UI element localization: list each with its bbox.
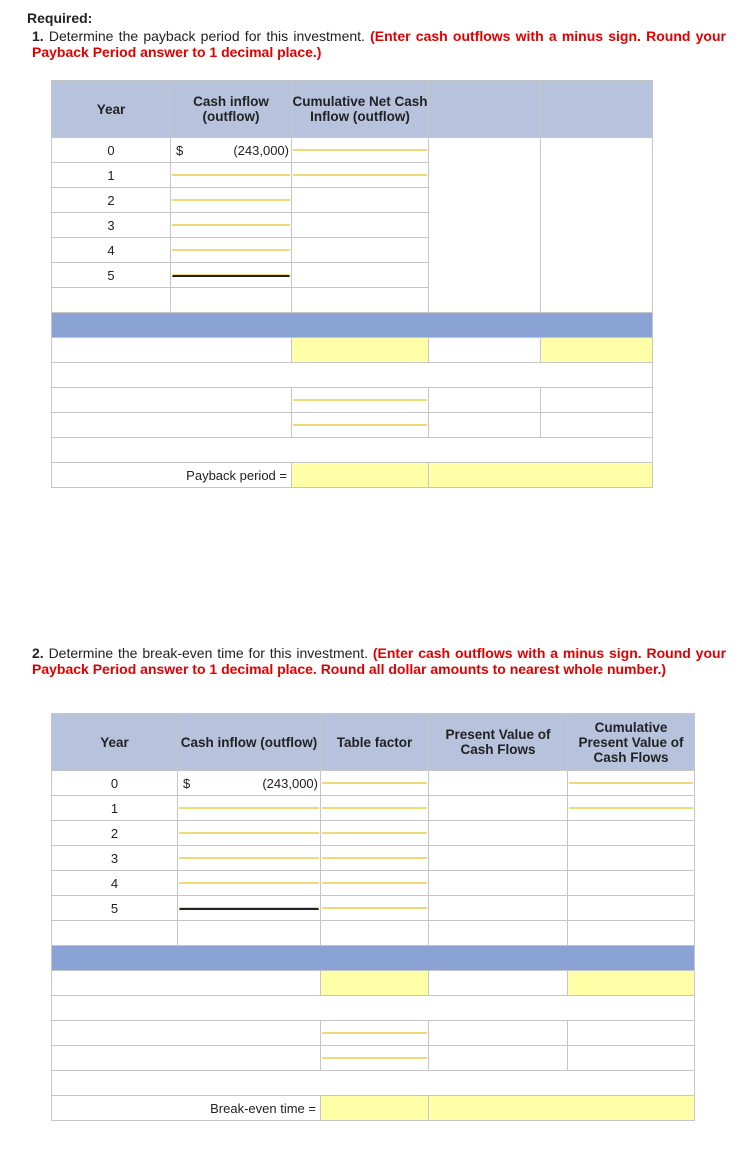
year-cell: 2: [52, 821, 178, 846]
cash-inflow-input-4[interactable]: [179, 882, 319, 884]
header-cumulative-net: Cumulative Net Cash Inflow (outflow): [292, 81, 429, 138]
cash-inflow-input-2[interactable]: [179, 832, 319, 834]
year-cell: 3: [52, 846, 178, 871]
question-1-text: Determine the payback period for this investment.: [48, 28, 365, 44]
question-2-text: Determine the break-even time for this investment.: [48, 645, 368, 661]
blank-cell: [568, 1021, 695, 1046]
pv-cell: [429, 796, 568, 821]
cumulative-pv-cell: [568, 846, 695, 871]
pv-cell: [429, 896, 568, 921]
blank-cell: [429, 971, 568, 996]
year-cell: 5: [52, 896, 178, 921]
breakeven-result-row: [52, 1096, 695, 1121]
table-row: [52, 363, 653, 388]
payback-period-label: Payback period =: [52, 463, 292, 488]
blank-cell: [52, 388, 292, 413]
cash-inflow-input-2[interactable]: [172, 199, 290, 201]
cash-inflow-cell: [178, 846, 321, 871]
blank-cell: [52, 363, 653, 388]
breakeven-table: [51, 713, 695, 1121]
blank-area: [541, 138, 653, 313]
table-row: [52, 996, 695, 1021]
cumulative-cell: [292, 238, 429, 263]
payback-table: [51, 80, 653, 488]
table-row: [52, 388, 653, 413]
table-factor-input-2[interactable]: [322, 832, 427, 834]
cumulative-pv-cell: [568, 796, 695, 821]
year-cell: 1: [52, 163, 171, 188]
blank-cell: [429, 921, 568, 946]
table-row: [52, 1046, 695, 1071]
breakeven-time-input[interactable]: [321, 1096, 429, 1121]
table-factor-cell: [321, 896, 429, 921]
table-row: [52, 796, 695, 821]
cash-inflow-input-3[interactable]: [179, 857, 319, 859]
payback-result-row: [52, 463, 653, 488]
section-band: [52, 946, 695, 971]
calc-input-a[interactable]: [292, 338, 429, 363]
header-year: Year: [52, 81, 171, 138]
year-cell: 2: [52, 188, 171, 213]
blank-cell: [52, 1071, 695, 1096]
cash-inflow-cell: [178, 871, 321, 896]
initial-outflow-value: (243,000): [262, 775, 318, 791]
year-cell: 1: [52, 796, 178, 821]
table-row: [52, 896, 695, 921]
cash-inflow-initial: [178, 771, 321, 796]
table-factor-cell: [321, 771, 429, 796]
table-row: [52, 1021, 695, 1046]
payback-header-row: [52, 81, 653, 138]
section-band: [52, 313, 653, 338]
table-factor-cell: [321, 846, 429, 871]
header-cash-inflow: Cash inflow (outflow): [178, 714, 321, 771]
year-cell: 0: [52, 138, 171, 163]
question-1: [32, 28, 726, 60]
blank-cell: [52, 921, 178, 946]
cumulative-cell: [292, 138, 429, 163]
table-factor-cell: [321, 871, 429, 896]
cash-inflow-input-5[interactable]: [179, 907, 319, 910]
table-factor-input-3[interactable]: [322, 857, 427, 859]
blank-cell: [541, 413, 653, 438]
blank-cell: [178, 921, 321, 946]
year-cell: 5: [52, 263, 171, 288]
blank-cell: [52, 971, 321, 996]
blank-cell: [429, 1046, 568, 1071]
question-2: [32, 645, 726, 677]
cash-inflow-cell: [171, 213, 292, 238]
blank-cell: [52, 438, 653, 463]
cumulative-pv-input-0[interactable]: [569, 782, 693, 784]
cash-inflow-input-1[interactable]: [179, 807, 319, 809]
table-row: [52, 438, 653, 463]
cumulative-cell: [292, 263, 429, 288]
calc-input-b[interactable]: [541, 338, 653, 363]
initial-outflow-value: (243,000): [233, 142, 289, 158]
calc-input-c[interactable]: [293, 399, 427, 401]
calc-input-b[interactable]: [568, 971, 695, 996]
cash-inflow-cell: [171, 188, 292, 213]
pv-cell: [429, 871, 568, 896]
blank-cell: [52, 338, 292, 363]
cumulative-cell: [292, 188, 429, 213]
table-row: [52, 771, 695, 796]
table-row: [52, 1071, 695, 1096]
blank-cell: [429, 1021, 568, 1046]
required-heading: Required:: [27, 10, 93, 26]
table-row: [52, 971, 695, 996]
breakeven-time-label: Break-even time =: [52, 1096, 321, 1121]
blank-cell: [52, 1046, 321, 1071]
cumulative-pv-cell: [568, 821, 695, 846]
question-2-instruction: (Enter cash outflows with a minus sign. Round your Payback Period answer to 1 decimal place. Round all dollar amounts to nearest whole number.): [32, 645, 727, 677]
section-band-cell: [52, 946, 695, 971]
payback-period-unit[interactable]: [429, 463, 653, 488]
header-cumulative-pv: Cumulative Present Value of Cash Flows: [568, 714, 695, 771]
cumulative-input-1[interactable]: [293, 174, 427, 176]
blank-cell: [429, 388, 541, 413]
blank-cell: [171, 288, 292, 313]
table-factor-input-0[interactable]: [322, 782, 427, 784]
table-factor-input-4[interactable]: [322, 882, 427, 884]
blank-cell: [541, 388, 653, 413]
cash-inflow-initial: [171, 138, 292, 163]
cumulative-cell: [292, 163, 429, 188]
header-blank-2: [541, 81, 653, 138]
cash-inflow-cell: [178, 796, 321, 821]
blank-cell: [292, 288, 429, 313]
blank-cell: [568, 1046, 695, 1071]
pv-cell: [429, 821, 568, 846]
blank-cell: [321, 921, 429, 946]
table-factor-input-5[interactable]: [322, 907, 427, 909]
table-factor-cell: [321, 796, 429, 821]
calc-input-c[interactable]: [322, 1032, 427, 1034]
cash-inflow-input-1[interactable]: [172, 174, 290, 176]
blank-cell: [52, 413, 292, 438]
cumulative-cell: [292, 213, 429, 238]
table-row: [52, 338, 653, 363]
cumulative-input-0[interactable]: [293, 149, 427, 151]
cash-inflow-cell: [178, 821, 321, 846]
header-year: Year: [52, 714, 178, 771]
cumulative-pv-cell: [568, 896, 695, 921]
table-row: [52, 846, 695, 871]
question-2-number: 2.: [32, 645, 44, 661]
blank-cell: [429, 413, 541, 438]
cash-inflow-input-5[interactable]: [172, 274, 290, 277]
table-row: [52, 413, 653, 438]
cumulative-pv-cell: [568, 771, 695, 796]
calc-input-d[interactable]: [322, 1057, 427, 1059]
blank-cell: [52, 288, 171, 313]
table-row: [52, 821, 695, 846]
year-cell: 4: [52, 871, 178, 896]
pv-cell: [429, 771, 568, 796]
dollar-sign: $: [183, 775, 191, 791]
blank-cell: [568, 921, 695, 946]
year-cell: 4: [52, 238, 171, 263]
blank-cell: [429, 338, 541, 363]
year-cell: 3: [52, 213, 171, 238]
cumulative-pv-cell: [568, 871, 695, 896]
calc-cell: [321, 1046, 429, 1071]
section-band-cell: [52, 313, 653, 338]
blank-cell: [52, 1021, 321, 1046]
table-row: [52, 138, 653, 163]
header-blank-1: [429, 81, 541, 138]
breakeven-time-unit[interactable]: [429, 1096, 695, 1121]
header-table-factor: Table factor: [321, 714, 429, 771]
blank-cell: [52, 996, 695, 1021]
year-cell: 0: [52, 771, 178, 796]
calc-input-a[interactable]: [321, 971, 429, 996]
question-1-number: 1.: [32, 28, 44, 44]
calc-input-d[interactable]: [293, 424, 427, 426]
breakeven-header-row: [52, 714, 695, 771]
table-row: [52, 921, 695, 946]
cash-inflow-cell: [171, 263, 292, 288]
blank-area: [429, 138, 541, 313]
pv-cell: [429, 846, 568, 871]
payback-period-input[interactable]: [292, 463, 429, 488]
header-present-value: Present Value of Cash Flows: [429, 714, 568, 771]
cash-inflow-input-3[interactable]: [172, 224, 290, 226]
calc-cell: [321, 1021, 429, 1046]
dollar-sign: $: [176, 142, 184, 158]
cash-inflow-cell: [171, 163, 292, 188]
cash-inflow-cell: [178, 896, 321, 921]
table-factor-cell: [321, 821, 429, 846]
cash-inflow-input-4[interactable]: [172, 249, 290, 251]
calc-cell: [292, 388, 429, 413]
table-row: [52, 871, 695, 896]
question-1-instruction: (Enter cash outflows with a minus sign. Round your Payback Period answer to 1 decimal place.): [32, 28, 726, 60]
cash-inflow-cell: [171, 238, 292, 263]
calc-cell: [292, 413, 429, 438]
header-cash-inflow: Cash inflow (outflow): [171, 81, 292, 138]
cumulative-pv-input-1[interactable]: [569, 807, 693, 809]
table-factor-input-1[interactable]: [322, 807, 427, 809]
